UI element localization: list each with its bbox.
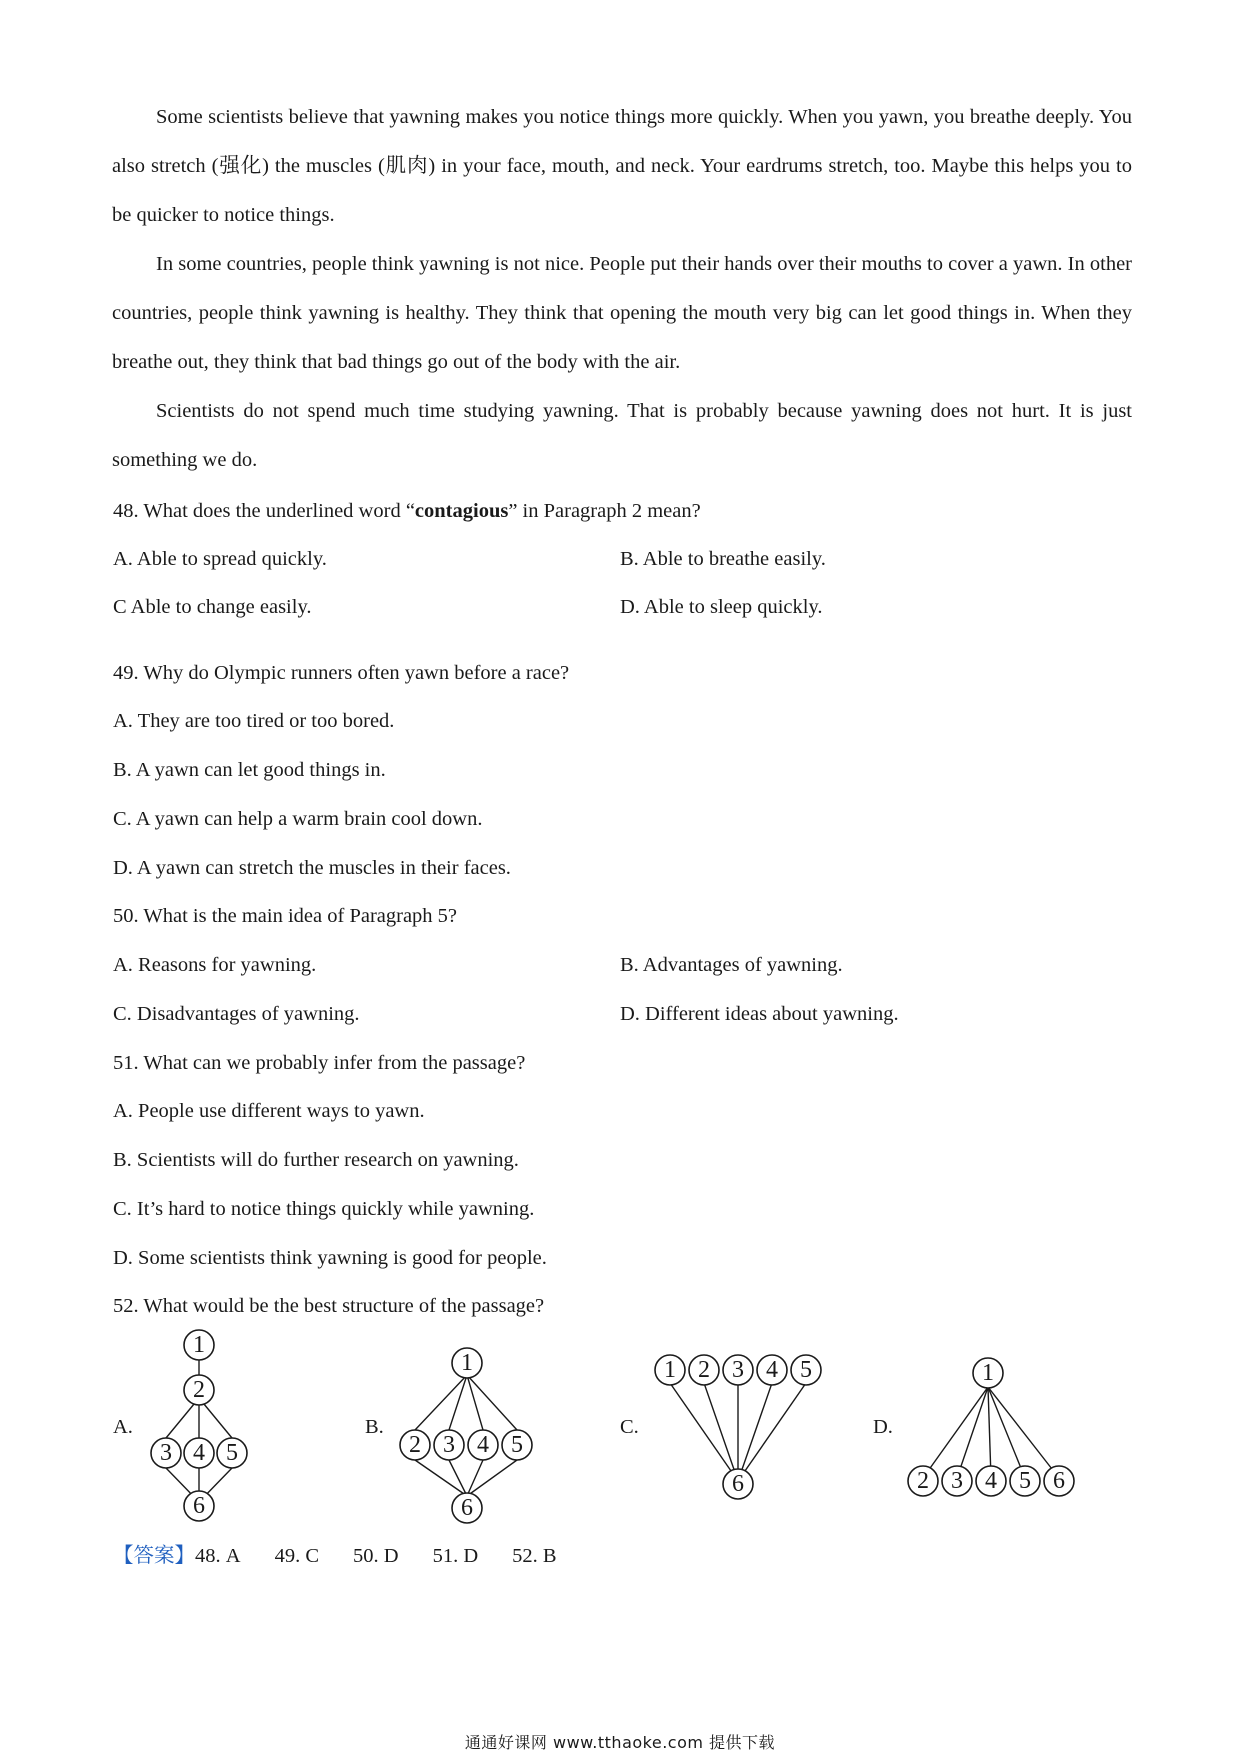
structure-diagram-a [140, 1330, 260, 1520]
question-49-stem: 49. Why do Olympic runners often yawn before a race? [113, 662, 570, 684]
question-52-stem: 52. What would be the best structure of the passage? [113, 1295, 545, 1317]
svg-text:6: 6 [732, 1471, 744, 1497]
svg-text:4: 4 [477, 1432, 489, 1458]
question-51-option-d: D. Some scientists think yawning is good for people. [113, 1247, 547, 1269]
svg-text:3: 3 [443, 1432, 455, 1458]
question-49-option-d: D. A yawn can stretch the muscles in their faces. [113, 857, 511, 879]
svg-text:1: 1 [982, 1360, 994, 1386]
answer-key [113, 1538, 591, 1568]
question-48-option-c: C Able to change easily. [113, 596, 312, 618]
svg-text:6: 6 [1053, 1468, 1065, 1494]
question-50-stem: 50. What is the main idea of Paragraph 5? [113, 905, 458, 927]
structure-label-a: A. [113, 1416, 133, 1438]
svg-text:2: 2 [698, 1357, 710, 1383]
svg-text:1: 1 [664, 1357, 676, 1383]
svg-text:5: 5 [226, 1440, 238, 1466]
question-49-option-a: A. They are too tired or too bored. [113, 710, 395, 732]
answer-52: 52. B [512, 1545, 557, 1567]
question-50-option-b: B. Advantages of yawning. [620, 954, 843, 976]
answer-tag: 【答案】 [113, 1545, 195, 1567]
question-51-option-b: B. Scientists will do further research on yawning. [113, 1149, 519, 1171]
answer-50: 50. D [353, 1545, 399, 1567]
structure-diagram-c [650, 1355, 830, 1515]
question-49-option-c: C. A yawn can help a warm brain cool down. [113, 808, 483, 830]
question-51-stem: 51. What can we probably infer from the passage? [113, 1052, 526, 1074]
question-49-option-b: B. A yawn can let good things in. [113, 759, 386, 781]
page-footer-watermark: 通通好课网 www.tthaoke.com 提供下载 [464, 1733, 776, 1752]
question-51-option-a: A. People use different ways to yawn. [113, 1100, 425, 1122]
keyword-contagious: contagious [414, 500, 509, 522]
question-51-option-c: C. It’s hard to notice things quickly while yawning. [113, 1198, 535, 1220]
svg-text:5: 5 [511, 1432, 523, 1458]
question-50-option-c: C. Disadvantages of yawning. [113, 1003, 360, 1025]
svg-text:5: 5 [1019, 1468, 1031, 1494]
question-50-option-d: D. Different ideas about yawning. [620, 1003, 899, 1025]
svg-text:4: 4 [985, 1468, 997, 1494]
question-48-option-a: A. Able to spread quickly. [113, 548, 327, 570]
svg-text:3: 3 [160, 1440, 172, 1466]
svg-text:3: 3 [732, 1357, 744, 1383]
answer-51: 51. D [432, 1545, 479, 1567]
structure-diagram-d [907, 1358, 1087, 1518]
paragraph-scientists: Scientists do not spend much time studying yawning. That is probably because yawning does not hurt. It is just something we do. [112, 400, 1132, 471]
structure-label-b: B. [365, 1416, 384, 1438]
svg-text:2: 2 [409, 1432, 421, 1458]
question-50-option-a: A. Reasons for yawning. [113, 954, 317, 976]
structure-diagram-b [395, 1348, 545, 1521]
svg-text:1: 1 [193, 1332, 205, 1358]
question-48-stem: 48. What does the underlined word “contagious” in Paragraph 2 mean? [113, 500, 701, 522]
svg-text:5: 5 [800, 1357, 812, 1383]
structure-label-c: C. [620, 1416, 639, 1438]
paragraph-notice-quickly: Some scientists believe that yawning makes you notice things more quickly. When you yawn, you breathe deeply. You also stretch (强化) the muscles (肌肉) in your face, mouth, and neck. Your eardrums stretch, too. Maybe this helps you to be quicker to notice things. [112, 106, 1132, 226]
question-48-option-d: D. Able to sleep quickly. [620, 596, 823, 618]
answer-49: 49. C [274, 1545, 319, 1567]
svg-text:6: 6 [193, 1493, 205, 1519]
svg-text:6: 6 [461, 1495, 473, 1521]
svg-text:4: 4 [766, 1357, 778, 1383]
svg-text:3: 3 [951, 1468, 963, 1494]
question-48-option-b: B. Able to breathe easily. [620, 548, 826, 570]
svg-text:1: 1 [461, 1350, 473, 1376]
answer-48: 48. A [195, 1545, 241, 1567]
paragraph-countries: In some countries, people think yawning is not nice. People put their hands over their mouths to cover a yawn. In other countries, people think yawning is healthy. They think that opening the mouth very big can let good things in. When they breathe out, they think that bad things go out of the body with the air. [112, 253, 1132, 373]
svg-text:2: 2 [193, 1377, 205, 1403]
svg-text:4: 4 [193, 1440, 205, 1466]
svg-text:2: 2 [917, 1468, 929, 1494]
structure-label-d: D. [873, 1416, 893, 1438]
